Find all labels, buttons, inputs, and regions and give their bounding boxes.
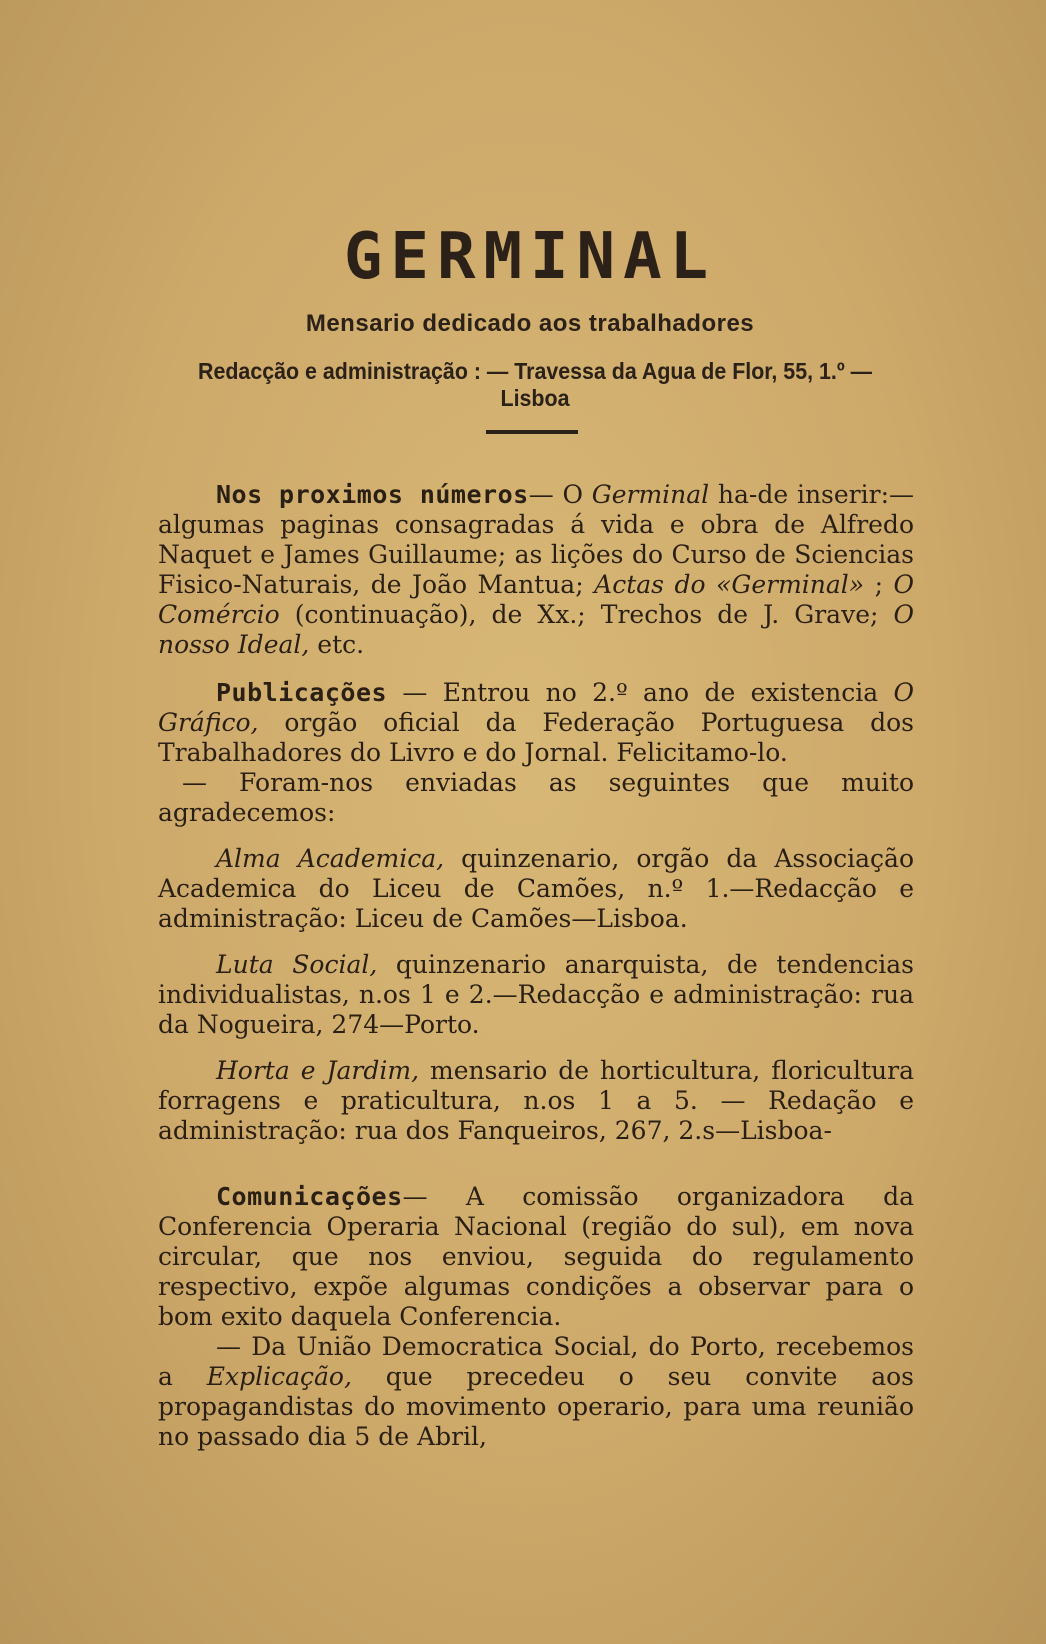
masthead-address: Redacção e administração : — Travessa da Agua de Flor, 55, 1.º — Lisboa bbox=[198, 358, 872, 411]
masthead-subtitle: Mensario dedicado aos trabalhadores bbox=[305, 310, 755, 337]
text-run: (continuação), de Xx.; Trechos de J. Grave; bbox=[279, 600, 894, 629]
masthead-title: GERMINAL bbox=[343, 220, 717, 294]
text-run: ha-de inserir:—algumas paginas consagradas á vida e obra de Alfredo Naquet e James Guillaume; as lições do Curso de Sciencias Fisico-Naturais, de João Mantua; bbox=[158, 480, 914, 599]
text-run: — Entrou no 2.º ano de existencia bbox=[387, 678, 894, 707]
italic-title: O Comércio bbox=[158, 570, 915, 629]
text-run: quinzenario, orgão da Associação Academica do Liceu de Camões, n.º 1.—Redacção e administração: Liceu de Camões—Lisboa. bbox=[158, 844, 914, 933]
publication-entry bbox=[158, 950, 914, 1040]
section-heading: Publicações bbox=[216, 678, 388, 707]
text-run: — O bbox=[528, 480, 592, 509]
comunicacoes-paragraph bbox=[158, 1332, 914, 1452]
text-run: — A comissão organizadora da Conferencia Operaria Nacional (região do sul), em nova circular, que nos enviou, seguida do regulamento respectivo, expõe algumas condições a observar para o bom exito daquela Conferencia. bbox=[158, 1182, 914, 1331]
section-heading: Comunicações bbox=[216, 1182, 403, 1211]
section-publicacoes bbox=[158, 678, 914, 768]
text-run: mensario de horticultura, floricultura forragens e praticultura, n.os 1 a 5. — Redação e administração: rua dos Fanqueiros, 267, 2.s—Lisboa- bbox=[158, 1056, 914, 1145]
section-heading: Nos proximos números bbox=[216, 480, 529, 509]
text-run: ; bbox=[864, 570, 894, 599]
publicacoes-paragraph bbox=[158, 768, 914, 828]
section-comunicacoes bbox=[158, 1182, 914, 1332]
italic-title: Germinal bbox=[591, 480, 710, 509]
italic-title: Alma Academica, bbox=[216, 844, 445, 873]
publication-entry bbox=[158, 1056, 914, 1146]
divider-rule bbox=[486, 430, 578, 434]
text-run: orgão oficial da Federação Portuguesa dos Trabalhadores do Livro e do Jornal. Felicitamo-lo. bbox=[158, 708, 914, 767]
text-run: — Da União Democratica Social, do Porto, recebemos a bbox=[158, 1332, 914, 1391]
italic-title: Horta e Jardim, bbox=[216, 1056, 420, 1085]
text-run: etc. bbox=[309, 630, 365, 659]
italic-title: Luta Social, bbox=[216, 950, 378, 979]
text-run: que precedeu o seu convite aos propagandistas do movimento operario, para uma reunião no passado dia 5 de Abril, bbox=[158, 1362, 914, 1451]
italic-title: O nosso Ideal, bbox=[158, 600, 914, 659]
text-run: quinzenario anarquista, de tendencias individualistas, n.os 1 e 2.—Redacção e administração: rua da Nogueira, 274—Porto. bbox=[158, 950, 914, 1039]
italic-title: O Gráfico, bbox=[158, 678, 914, 737]
article-body bbox=[158, 480, 914, 1452]
text-run: — Foram-nos enviadas as seguintes que muito agradecemos: bbox=[158, 768, 914, 827]
italic-title: Explicação, bbox=[206, 1362, 352, 1391]
italic-title: Actas do «Germinal» bbox=[594, 570, 865, 599]
section-proximos bbox=[158, 480, 914, 660]
publication-entry bbox=[158, 844, 914, 934]
